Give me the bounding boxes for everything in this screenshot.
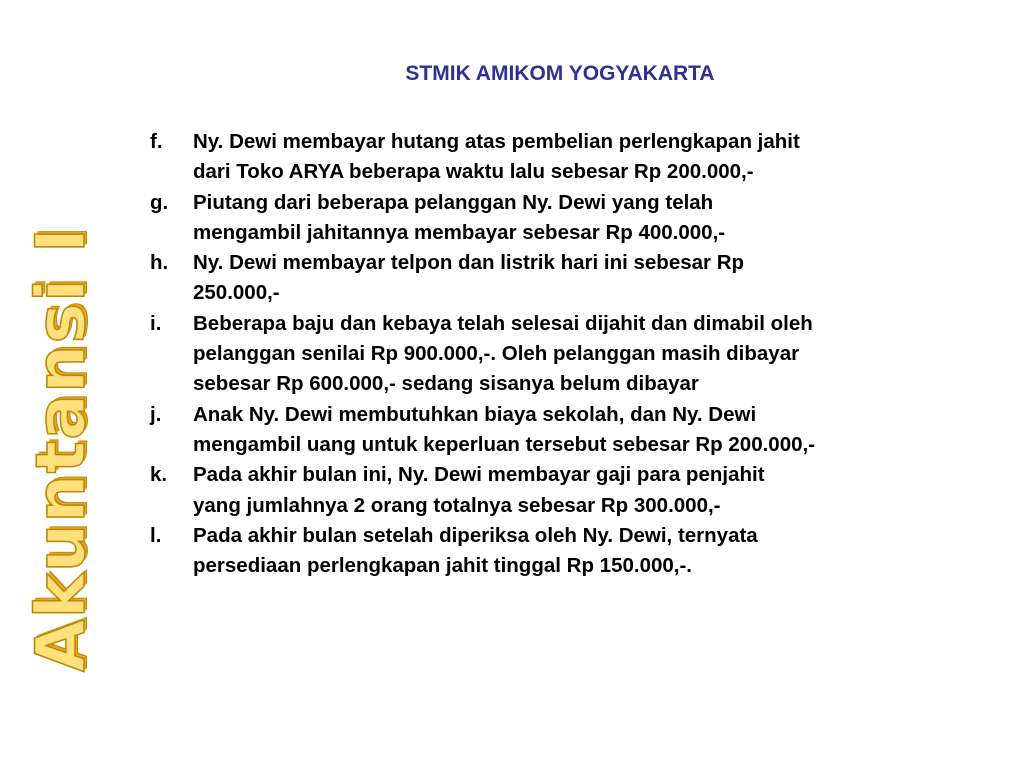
item-letter: i. [150, 311, 162, 335]
item-text-line: Anak Ny. Dewi membutuhkan biaya sekolah, dan Ny. Dewi [193, 402, 757, 426]
transaction-item [150, 521, 990, 582]
transaction-item [150, 309, 990, 400]
item-letter: g. [150, 190, 169, 214]
transaction-list [150, 127, 990, 581]
transaction-item [150, 127, 990, 188]
slide-header: STMIK AMIKOM YOGYAKARTA [405, 62, 715, 85]
item-letter: h. [150, 251, 169, 275]
item-text-line: Ny. Dewi membayar hutang atas pembelian perlengkapan jahit [193, 130, 800, 153]
item-text-line: Ny. Dewi membayar telpon dan listrik hari ini sebesar Rp [193, 251, 745, 275]
item-text-line: Piutang dari beberapa pelanggan Ny. Dewi yang telah [193, 190, 714, 214]
item-text-line: Pada akhir bulan ini, Ny. Dewi membayar gaji para penjahit [193, 463, 765, 487]
side-title: Akuntansi I [22, 226, 101, 672]
item-text-line: Beberapa baju dan kebaya telah selesai dijahit dan dimabil oleh [193, 311, 813, 335]
transaction-item [150, 460, 990, 521]
item-text-line: Pada akhir bulan setelah diperiksa oleh Ny. Dewi, ternyata [193, 523, 758, 547]
item-text-line: persediaan perlengkapan jahit tinggal Rp 150.000,-. [193, 554, 692, 578]
item-text-line: mengambil uang untuk keperluan tersebut sebesar Rp 200.000,- [193, 432, 816, 456]
transaction-item [150, 188, 990, 249]
item-text-line: dari Toko ARYA beberapa waktu lalu sebesar Rp 200.000,- [193, 160, 754, 184]
item-text-line: sebesar Rp 600.000,- sedang sisanya belum dibayar [193, 372, 699, 396]
item-text-line: 250.000,- [193, 281, 280, 305]
item-letter: j. [150, 402, 162, 426]
item-letter: f. [150, 130, 163, 153]
item-text-line: yang jumlahnya 2 orang totalnya sebesar Rp 300.000,- [193, 493, 721, 517]
item-letter: k. [150, 463, 168, 487]
item-text-line: pelanggan senilai Rp 900.000,-. Oleh pelanggan masih dibayar [193, 342, 800, 366]
item-letter: l. [150, 523, 162, 547]
transaction-item [150, 248, 990, 309]
transaction-item [150, 400, 990, 461]
item-text-line: mengambil jahitannya membayar sebesar Rp 400.000,- [193, 220, 726, 244]
